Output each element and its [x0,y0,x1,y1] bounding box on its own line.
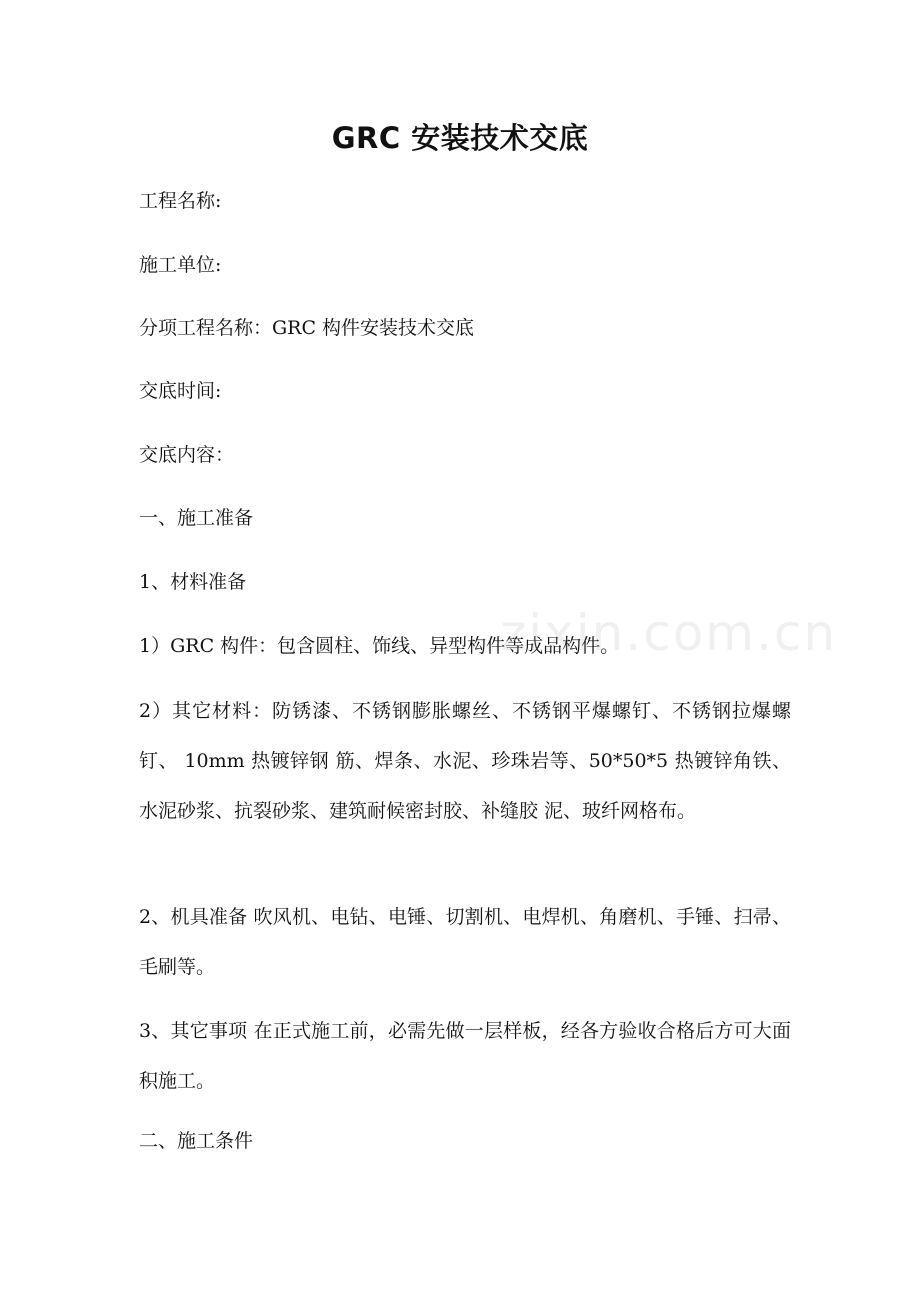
section-2-heading: 二、施工条件 [139,1130,254,1152]
section-1-1-heading: 1、材料准备 [139,571,247,593]
field-handover-content: 交底内容： [139,444,235,466]
document-title: GRC 安装技术交底 [331,121,589,155]
material-item-2: 2）其它材料：防锈漆、不锈钢膨胀螺丝、不锈钢平爆螺钉、不锈钢拉爆螺钉、 10mm 热镀锌钢 筋、焊条、水泥、珍珠岩等、50*50*5 热镀锌角铁、水泥砂浆、抗裂砂浆、建筑耐候密封胶、补缝胶 泥、玻纤网格布。 [139,700,791,822]
equipment-preparation: 2、机具准备 吹风机、电钻、电锤、切割机、电焊机、角磨机、手锤、扫帚、毛刷等。 [139,906,791,978]
field-handover-time: 交底时间: [139,380,222,402]
watermark: zixin.com.cn [500,604,838,662]
material-item-1: 1）GRC 构件：包含圆柱、饰线、异型构件等成品构件。 [139,635,620,657]
other-matters: 3、其它事项 在正式施工前，必需先做一层样板，经各方验收合格后方可大面积施工。 [139,1020,791,1092]
field-project-name: 工程名称: [139,190,222,212]
field-construction-unit: 施工单位: [139,254,222,276]
section-1-heading: 一、施工准备 [139,507,254,529]
field-sub-project-name: 分项工程名称：GRC 构件安装技术交底 [139,317,475,339]
